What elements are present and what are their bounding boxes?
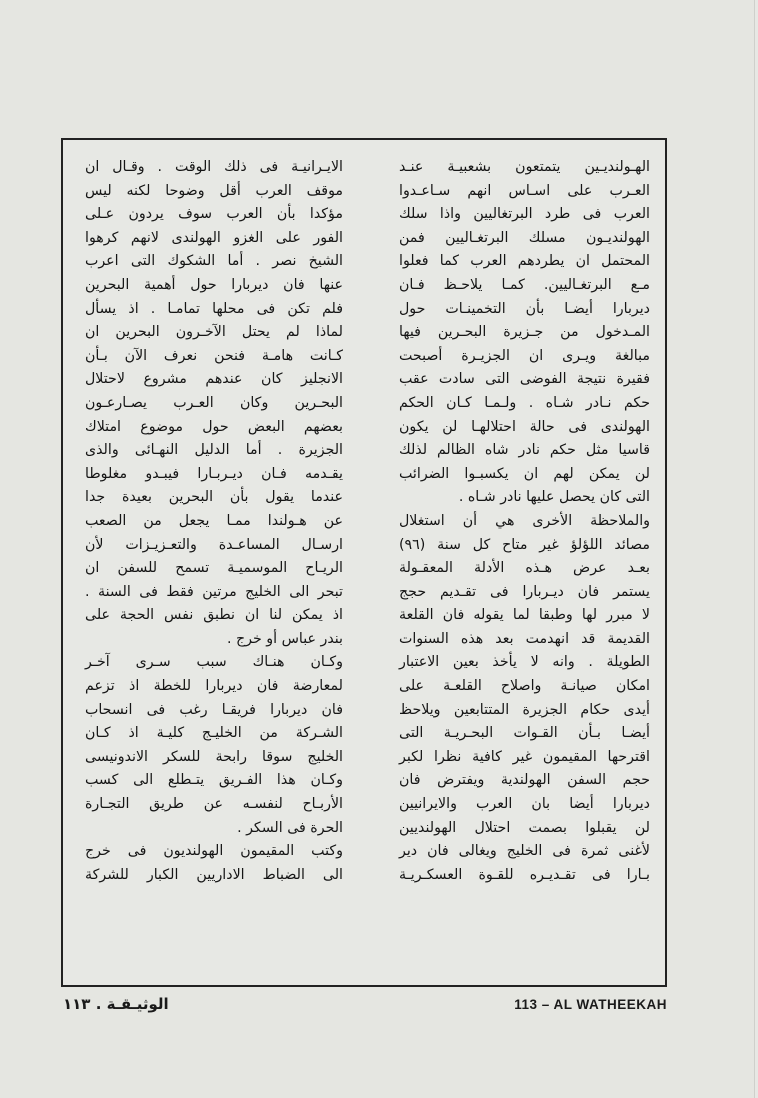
text-line: الشيخ نصر . أما الشكوك التى اعرب [85,253,343,270]
text-line: الهولندى فى حالة احتلالهـا لن يكون [399,418,650,435]
text-line: بندر عباس أو خرج . [226,630,343,647]
text-line: البحـرين وكان العـرب يصـارعـون [85,394,343,411]
text-line: قاسيا مثل حكم نادر شاه الظالم لذلك [399,442,650,459]
text-line: يستمر فان ديـربارا فى تقـديم حجج [399,583,650,600]
text-line: لماذا لم يحتل الآخـرون البحرين ان [85,324,343,341]
text-line: بعـد عرض هـذه الأدلة المعقـولة [399,560,650,577]
text-line: فقيرة نتيجة الفوضى التى سادت عقب [399,371,650,388]
text-line: ديربارا أيضا بان العرب والايرانيين [399,796,650,813]
text-line: اذ يمكن لنا ان نطبق نفس الحجة على [85,607,343,624]
text-line: فان ديربارا فريقـا رغب فى انسحاب [85,701,343,718]
text-line: أيدى حكام الجزيرة المتتابعين ويلاحظ [399,701,650,718]
text-line: الجزيرة . أما الدليل النهـائى والذى [85,442,343,459]
page-footer [61,995,667,1017]
text-line: القديمة قد انهدمت بعد هذه السنوات [399,630,650,647]
page-number-arabic: الوثيـقـة . ١١٣ [63,995,169,1013]
text-line: التى كان يحصل عليها نادر شـاه . [458,489,650,506]
text-line: مبالغة ويـرى ان الجزيـرة أصبحت [399,347,650,364]
text-line: مؤكدا بأن العرب سوف يردون عـلى [85,206,343,223]
text-line: العرب فى طرد البرتغاليين واذا سلك [399,206,650,223]
text-line: الطويلة . وانه لا يأخذ بعين الاعتبار [399,654,650,671]
text-line: موقف العرب أقل وضوحا لكنه ليس [85,182,343,199]
text-line: المحتمل ان يطردهم العرب كما فعلوا [399,253,650,270]
text-line: الايـرانيـة فى ذلك الوقت . وقـال ان [85,159,343,175]
text-line: كـانت هامـة فنحن نعرف الآن بـأن [85,347,343,364]
article-column-left [85,156,343,969]
article-frame [61,138,667,987]
text-line: مصائد اللؤلؤ غير متاح كل سنة (٩٦) [399,536,650,553]
text-line: ديربارا أيضـا بأن التخمينـات حول [399,300,650,317]
text-line: الهولنديـون مسلك البرتغـاليين فمن [399,229,650,246]
text-line: الهـولنديـين يتمتعون بشعبيـة عنـد [399,159,650,175]
text-line: والملاحظة الأخرى هي أن استغلال [399,512,650,529]
text-line: الشـركة من الخليـج كليـة اذ كـان [85,725,343,742]
text-line: عنها فان ديربارا حول أهمية البحرين [85,276,343,293]
text-line: بعضهم البعض حول موضوع امتلاك [85,418,343,435]
text-line: أيضـا بـأن القـوات البحـريـة التى [399,725,650,742]
text-line: امكان صيانـة واصلاح القلعـة على [399,678,650,695]
text-line: لن يمكن لهم ان يكسبـوا الضرائب [399,465,650,482]
text-line: وكـان هذا الفـريق يتـطلع الى كسب [85,772,343,789]
text-line: الحرة فى السكر . [237,819,343,836]
text-line: الخليج سوقا رابحة للسكر الاندونيسى [85,748,343,765]
text-line: لأغنى ثمرة فى الخليج ويغالى فان دير [399,843,650,860]
text-line: عندما يقول بأن البحرين بعيدة جدا [85,489,343,506]
page-number-english: 113 – AL WATHEEKAH [514,997,667,1012]
text-line: اقترحها المقيمون غير كافية نظرا لكبر [399,748,650,765]
text-line: مـع البرتغـاليين. كمـا يلاحـظ فـان [399,276,650,293]
text-line: تبحر الى الخليج مرتين فقط فى السنة . [85,583,343,600]
text-line: الريـاح الموسميـة تسمح للسفن ان [85,560,343,577]
text-line: الانجليز كان عندهم مشروع لاحتلال [85,371,343,388]
text-line: عن هـولندا ممـا يجعل من الصعب [85,512,343,529]
article-column-right [399,156,650,969]
text-line: يقـدمه فـان ديـربـارا فيبـدو مغلوطا [85,465,343,482]
text-line: حجم السفن الهولندية ويفترض فان [399,772,650,789]
text-line: حكم نـادر شـاه . ولـمـا كـان الحكم [399,394,650,411]
text-line: لن يقبلوا بصمت احتلال الهولنديين [399,819,650,836]
text-line: لمعارضة فان ديربارا للخطة اذ تزعم [85,678,343,695]
text-line: بـارا فى تقـديـره للقـوة العسكـريـة [399,866,650,883]
text-line: الأربـاح لنفسـه عن طريق التجـارة [85,796,343,813]
text-line: ارسـال المساعـدة والتعـزيـزات لأن [85,536,343,553]
text-line: الفور على الغزو الهولندى لانهم كرهوا [85,229,343,246]
text-line: لا مبرر لها وطبقا لما يقوله فان القلعة [399,607,650,624]
text-line: وكـان هنـاك سبب سـرى آخـر [85,654,343,671]
text-line: العـرب على اسـاس انهم سـاعـدوا [399,182,650,199]
text-line: الى الضباط الاداريين الكبار للشركة [85,866,343,883]
text-line: وكتب المقيمون الهولنديون فى خرج [85,843,343,860]
text-line: فلم تكن فى محلها تمامـا . اذ يسأل [85,300,343,317]
text-line: المـدخول من جـزيرة البحـرين فيها [399,324,650,341]
